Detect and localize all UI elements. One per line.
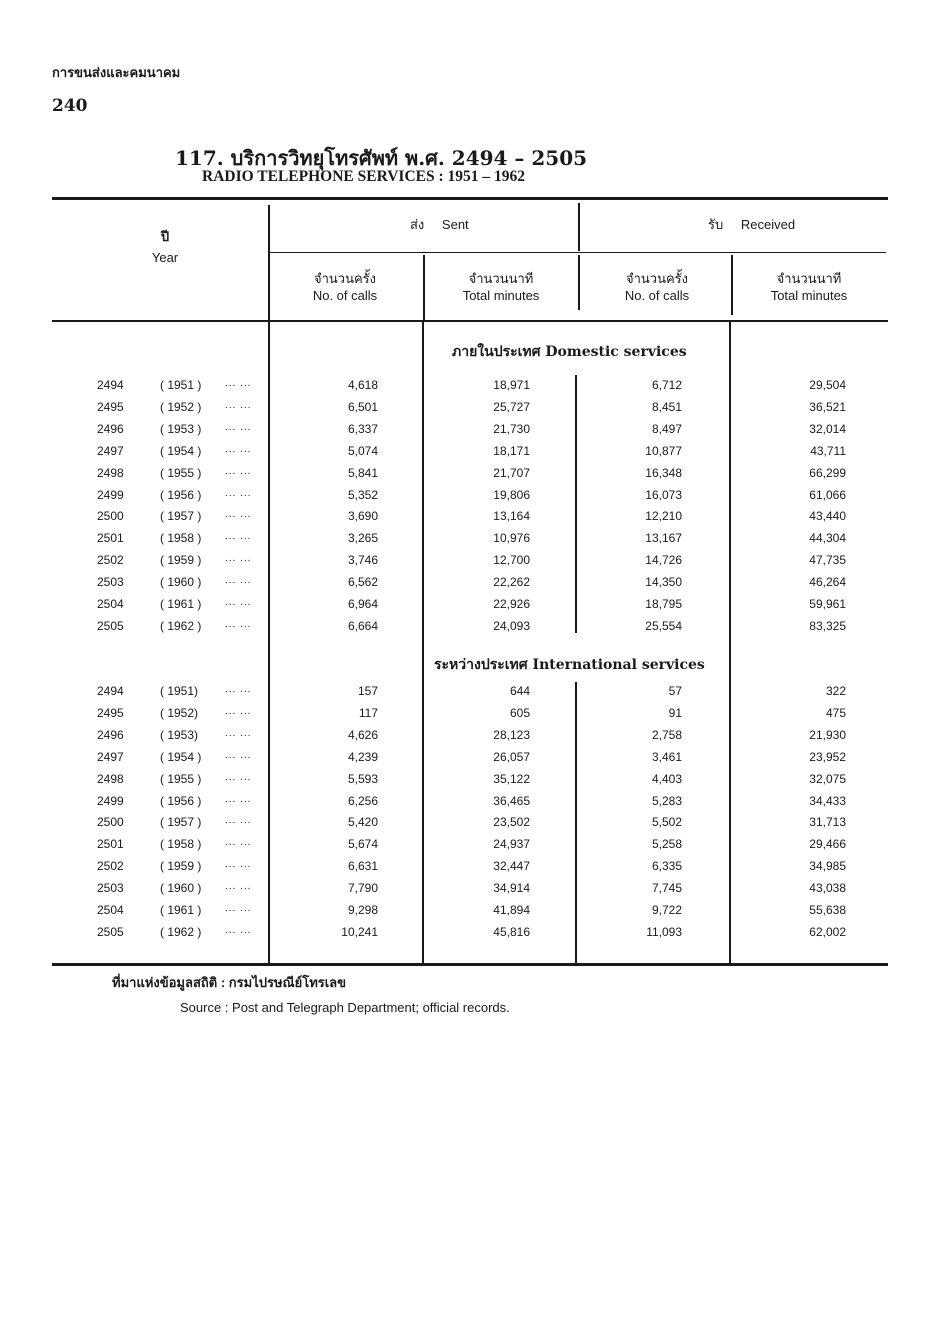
table-row	[0, 706, 941, 726]
sent-calls-header-thai: จำนวนครั้ง	[313, 271, 377, 286]
received-calls-header	[592, 270, 722, 304]
received-calls-header-thai: จำนวนครั้ง	[625, 271, 689, 286]
received-minutes-cell: 475	[825, 705, 846, 720]
sent-calls-cell: 6,964	[347, 597, 378, 611]
sent-calls-cell: 6,664	[347, 618, 378, 633]
year-be-cell: 2501	[97, 531, 124, 546]
year-ce-cell: ( 1960 )	[160, 575, 202, 590]
year-be-cell: 2498	[97, 465, 124, 480]
year-be-cell: 2503	[97, 881, 124, 896]
table-row	[0, 378, 941, 398]
year-ce-cell: ( 1956 )	[160, 487, 202, 502]
year-ce-cell: ( 1961 )	[160, 903, 202, 917]
sent-minutes-cell: 19,806	[493, 487, 530, 502]
year-ce-cell: ( 1952 )	[160, 399, 202, 414]
sent-minutes-cell: 45,816	[493, 924, 530, 939]
leader-dots: ... ...	[225, 881, 252, 893]
year-be-cell: 2502	[97, 859, 124, 874]
year-be-cell: 2497	[97, 749, 124, 764]
year-be-cell: 2501	[97, 837, 124, 852]
sent-minutes-cell: 24,937	[493, 837, 530, 852]
leader-dots: ... ...	[225, 597, 252, 608]
sent-calls-cell: 3,746	[347, 553, 378, 568]
sent-minutes-cell: 22,926	[493, 597, 530, 611]
year-ce-cell: ( 1960 )	[160, 881, 202, 896]
sent-minutes-cell: 35,122	[493, 771, 530, 786]
sent-calls-cell: 5,074	[347, 443, 378, 458]
sent-minutes-cell: 34,914	[493, 881, 530, 896]
international-section-label	[434, 654, 705, 676]
sent-calls-header	[280, 270, 410, 304]
year-ce-cell: ( 1957 )	[160, 509, 202, 524]
year-ce-cell: ( 1961 )	[160, 597, 202, 611]
leader-dots: ... ...	[225, 727, 252, 739]
sent-header-thai: ส่ง	[410, 217, 425, 232]
received-calls-cell: 7,745	[651, 881, 682, 896]
table-row	[0, 509, 941, 529]
table-row	[0, 772, 941, 792]
received-calls-cell: 8,451	[651, 399, 682, 414]
table-row	[0, 794, 941, 814]
domestic-section-label-thai: ภายในประเทศ	[452, 344, 541, 360]
received-calls-header-english: No. of calls	[624, 288, 690, 303]
sent-calls-cell: 5,352	[347, 487, 378, 502]
subheader-rule	[270, 252, 886, 253]
received-calls-cell: 3,461	[651, 749, 682, 764]
leader-dots: ... ...	[225, 924, 252, 936]
sent-calls-header-english: No. of calls	[312, 288, 378, 303]
table-row	[0, 575, 941, 595]
received-calls-cell: 5,283	[651, 793, 682, 808]
sent-calls-cell: 4,239	[347, 749, 378, 764]
divider-received-cols-header	[578, 255, 580, 310]
year-ce-cell: ( 1958 )	[160, 531, 202, 546]
sent-minutes-cell: 36,465	[493, 793, 530, 808]
sent-minutes-cell: 18,171	[493, 443, 530, 458]
sent-calls-cell: 3,690	[347, 509, 378, 524]
sent-minutes-cell: 10,976	[493, 531, 530, 546]
received-minutes-header-english: Total minutes	[770, 288, 848, 303]
sent-minutes-header-english: Total minutes	[462, 288, 540, 303]
source-note-thai: ที่มาแห่งข้อมูลสถิติ : กรมไปรษณีย์โทรเลข	[112, 975, 347, 990]
running-head: การขนส่งและคมนาคม	[52, 65, 181, 80]
received-header-thai: รับ	[708, 217, 724, 232]
year-ce-cell: ( 1953)	[160, 727, 199, 742]
leader-dots: ... ...	[225, 378, 252, 389]
table-row	[0, 619, 941, 639]
year-be-cell: 2504	[97, 597, 124, 611]
received-calls-cell: 5,502	[651, 815, 682, 830]
year-be-cell: 2499	[97, 487, 124, 502]
sent-calls-cell: 157	[357, 684, 378, 698]
received-calls-cell: 2,758	[651, 727, 682, 742]
table-row	[0, 597, 941, 617]
year-ce-cell: ( 1951 )	[160, 378, 202, 392]
table-row	[0, 488, 941, 508]
sent-minutes-cell: 22,262	[493, 575, 530, 590]
leader-dots: ... ...	[225, 749, 252, 761]
received-minutes-cell: 21,930	[809, 727, 846, 742]
table-title-english: RADIO TELEPHONE SERVICES : 1951 – 1962	[202, 168, 526, 185]
international-section-label-english: International services	[532, 657, 705, 673]
received-minutes-cell: 66,299	[809, 465, 846, 480]
leader-dots: ... ...	[225, 705, 252, 717]
top-rule	[52, 197, 888, 200]
year-ce-cell: ( 1958 )	[160, 837, 202, 852]
sent-calls-cell: 4,618	[347, 378, 378, 392]
sent-calls-cell: 6,337	[347, 421, 378, 436]
year-be-cell: 2504	[97, 903, 124, 917]
received-calls-cell: 5,258	[651, 837, 682, 852]
year-ce-cell: ( 1959 )	[160, 859, 202, 874]
leader-dots: ... ...	[225, 443, 252, 455]
year-be-cell: 2495	[97, 705, 124, 720]
received-minutes-cell: 31,713	[809, 815, 846, 830]
received-calls-cell: 12,210	[645, 509, 682, 524]
received-minutes-cell: 62,002	[809, 924, 846, 939]
page-number: 240	[52, 96, 88, 116]
sent-calls-cell: 6,256	[347, 793, 378, 808]
divider-sent-cols-header	[423, 255, 425, 320]
received-header	[700, 216, 850, 233]
year-ce-cell: ( 1962 )	[160, 924, 202, 939]
received-minutes-cell: 34,985	[809, 859, 846, 874]
sent-calls-cell: 5,674	[347, 837, 378, 852]
year-ce-cell: ( 1954 )	[160, 749, 202, 764]
year-be-cell: 2496	[97, 421, 124, 436]
year-ce-cell: ( 1952)	[160, 705, 199, 720]
leader-dots: ... ...	[225, 903, 252, 914]
year-be-cell: 2505	[97, 618, 124, 633]
sent-minutes-cell: 605	[509, 705, 530, 720]
bottom-rule	[52, 963, 888, 966]
table-row	[0, 466, 941, 486]
leader-dots: ... ...	[225, 487, 252, 499]
year-ce-cell: ( 1956 )	[160, 793, 202, 808]
leader-dots: ... ...	[225, 421, 252, 433]
leader-dots: ... ...	[225, 465, 252, 477]
received-calls-cell: 16,348	[645, 465, 682, 480]
received-minutes-cell: 43,711	[810, 443, 846, 458]
sent-minutes-cell: 25,727	[493, 399, 530, 414]
table-title-thai: 117. บริการวิทยุโทรศัพท์ พ.ศ. 2494 – 2505	[175, 146, 588, 170]
leader-dots: ... ...	[225, 815, 252, 827]
source-note-english: Source : Post and Telegraph Department; official records.	[180, 1000, 510, 1015]
sent-header-english: Sent	[441, 217, 469, 232]
received-calls-cell: 14,350	[645, 575, 682, 590]
sent-minutes-cell: 24,093	[493, 618, 530, 633]
table-row	[0, 422, 941, 442]
international-section-label-thai: ระหว่างประเทศ	[434, 657, 528, 673]
received-minutes-cell: 47,735	[809, 553, 846, 568]
year-ce-cell: ( 1951)	[160, 684, 199, 698]
table-row	[0, 400, 941, 420]
received-calls-cell: 57	[668, 684, 682, 698]
table-row	[0, 925, 941, 945]
year-be-cell: 2503	[97, 575, 124, 590]
received-minutes-cell: 29,466	[809, 837, 846, 852]
table-row	[0, 815, 941, 835]
year-be-cell: 2502	[97, 553, 124, 568]
received-calls-cell: 14,726	[645, 553, 682, 568]
received-calls-cell: 8,497	[651, 421, 682, 436]
year-be-cell: 2499	[97, 793, 124, 808]
sent-calls-cell: 9,298	[347, 903, 378, 917]
sent-minutes-cell: 32,447	[493, 859, 530, 874]
year-be-cell: 2494	[97, 684, 124, 698]
year-ce-cell: ( 1955 )	[160, 465, 202, 480]
divider-received-cols2-header	[731, 255, 733, 315]
year-be-cell: 2496	[97, 727, 124, 742]
year-ce-cell: ( 1959 )	[160, 553, 202, 568]
sent-calls-cell: 5,420	[347, 815, 378, 830]
received-minutes-header-thai: จำนวนนาที	[776, 271, 842, 286]
domestic-section-label-english: Domestic services	[545, 344, 687, 360]
leader-dots: ... ...	[225, 509, 252, 521]
leader-dots: ... ...	[225, 837, 252, 849]
received-header-english: Received	[740, 217, 796, 232]
table-row	[0, 684, 941, 704]
leader-dots: ... ...	[225, 684, 252, 695]
received-calls-cell: 16,073	[645, 487, 682, 502]
table-row	[0, 881, 941, 901]
received-minutes-cell: 46,264	[809, 575, 846, 590]
year-header	[130, 228, 200, 266]
sent-minutes-cell: 41,894	[493, 903, 530, 917]
received-calls-cell: 18,795	[645, 597, 682, 611]
sent-minutes-cell: 13,164	[493, 509, 530, 524]
year-be-cell: 2505	[97, 924, 124, 939]
table-row	[0, 553, 941, 573]
sent-minutes-cell: 23,502	[493, 815, 530, 830]
received-calls-cell: 25,554	[645, 618, 682, 633]
leader-dots: ... ...	[225, 531, 252, 543]
leader-dots: ... ...	[225, 575, 252, 587]
table-row	[0, 903, 941, 923]
table-row	[0, 750, 941, 770]
sent-calls-cell: 4,626	[347, 727, 378, 742]
received-calls-cell: 4,403	[651, 771, 682, 786]
domestic-section-label	[452, 341, 687, 363]
sent-minutes-cell: 644	[509, 684, 530, 698]
year-ce-cell: ( 1962 )	[160, 618, 202, 633]
year-header-english: Year	[151, 250, 179, 265]
table-row	[0, 728, 941, 748]
divider-sent-received-header	[578, 203, 580, 251]
received-minutes-cell: 55,638	[809, 903, 846, 917]
sent-calls-cell: 6,501	[347, 399, 378, 414]
received-minutes-cell: 32,075	[809, 771, 846, 786]
received-minutes-cell: 32,014	[809, 421, 846, 436]
year-header-thai: ปี	[160, 229, 170, 244]
year-ce-cell: ( 1957 )	[160, 815, 202, 830]
received-minutes-cell: 44,304	[809, 531, 846, 546]
sent-calls-cell: 5,593	[347, 771, 378, 786]
sent-calls-cell: 5,841	[347, 465, 378, 480]
received-calls-cell: 6,335	[651, 859, 682, 874]
sent-minutes-header-thai: จำนวนนาที	[468, 271, 534, 286]
received-calls-cell: 11,093	[646, 924, 682, 939]
sent-minutes-cell: 21,730	[493, 421, 530, 436]
received-minutes-cell: 43,440	[809, 509, 846, 524]
sent-header	[380, 216, 530, 233]
year-be-cell: 2497	[97, 443, 124, 458]
received-calls-cell: 13,167	[645, 531, 682, 546]
sent-calls-cell: 6,562	[347, 575, 378, 590]
leader-dots: ... ...	[225, 618, 252, 630]
sent-minutes-cell: 18,971	[493, 378, 530, 392]
received-calls-cell: 91	[668, 705, 682, 720]
sent-calls-cell: 117	[358, 705, 378, 720]
year-ce-cell: ( 1954 )	[160, 443, 202, 458]
year-be-cell: 2498	[97, 771, 124, 786]
year-ce-cell: ( 1953 )	[160, 421, 202, 436]
sent-minutes-cell: 28,123	[493, 727, 530, 742]
sent-calls-cell: 6,631	[347, 859, 378, 874]
received-minutes-cell: 43,038	[809, 881, 846, 896]
table-row	[0, 531, 941, 551]
leader-dots: ... ...	[225, 399, 252, 411]
sent-minutes-cell: 26,057	[493, 749, 530, 764]
received-minutes-cell: 83,325	[809, 618, 846, 633]
leader-dots: ... ...	[225, 859, 252, 871]
received-minutes-cell: 34,433	[809, 793, 846, 808]
received-minutes-cell: 23,952	[809, 749, 846, 764]
year-ce-cell: ( 1955 )	[160, 771, 202, 786]
year-be-cell: 2500	[97, 815, 124, 830]
received-minutes-header	[744, 270, 874, 304]
table-row	[0, 859, 941, 879]
year-be-cell: 2500	[97, 509, 124, 524]
table-row	[0, 444, 941, 464]
received-calls-cell: 6,712	[651, 378, 682, 392]
sent-minutes-cell: 21,707	[493, 465, 530, 480]
received-calls-cell: 10,877	[645, 443, 682, 458]
leader-dots: ... ...	[225, 771, 252, 783]
year-be-cell: 2494	[97, 378, 124, 392]
received-minutes-cell: 61,066	[809, 487, 846, 502]
received-minutes-cell: 59,961	[809, 597, 846, 611]
leader-dots: ... ...	[225, 553, 252, 565]
received-calls-cell: 9,722	[651, 903, 682, 917]
header-bottom-rule	[52, 320, 888, 322]
received-minutes-cell: 29,504	[809, 378, 846, 392]
table-row	[0, 837, 941, 857]
sent-calls-cell: 10,241	[341, 924, 378, 939]
received-minutes-cell: 322	[825, 684, 846, 698]
sent-calls-cell: 3,265	[347, 531, 378, 546]
leader-dots: ... ...	[225, 793, 252, 805]
received-minutes-cell: 36,521	[809, 399, 846, 414]
sent-calls-cell: 7,790	[347, 881, 378, 896]
sent-minutes-header	[436, 270, 566, 304]
year-be-cell: 2495	[97, 399, 124, 414]
sent-minutes-cell: 12,700	[493, 553, 530, 568]
